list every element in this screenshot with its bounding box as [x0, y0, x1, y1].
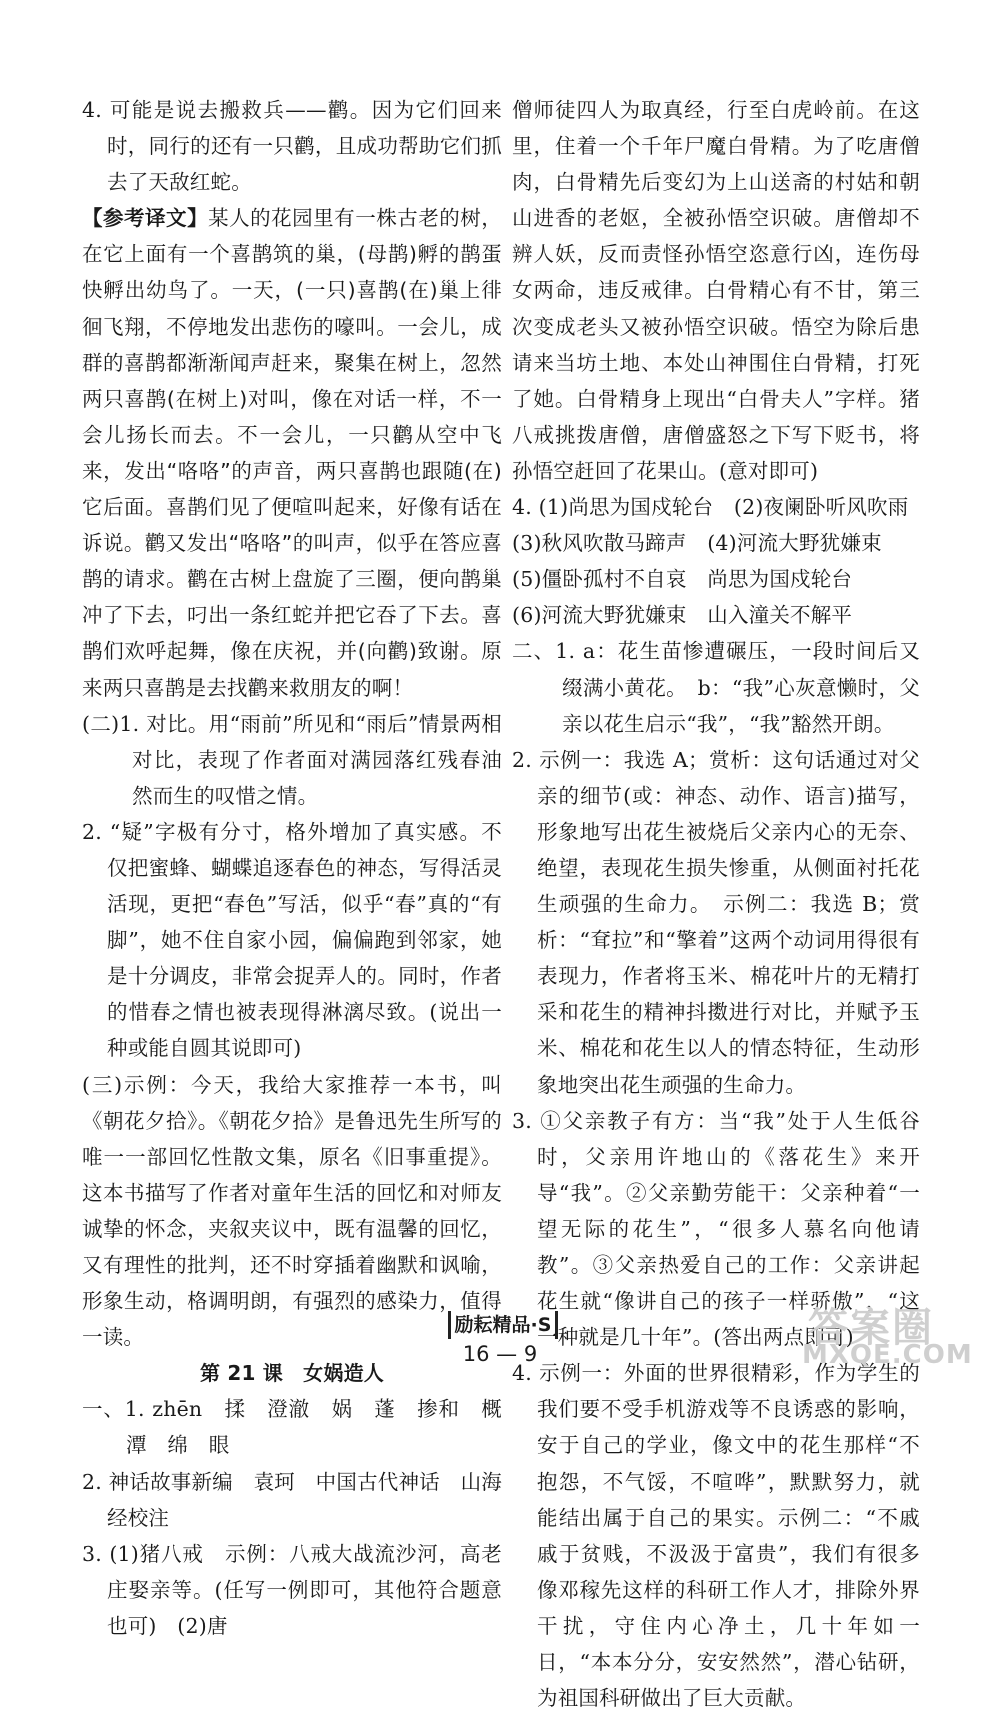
left-paragraph: [82, 706, 502, 814]
paragraph-text: 某人的花园里有一株古老的树，在它上面有一个喜鹊筑的巢，(母鹊)孵的鹊蛋快孵出幼鸟了。一天，(一只)喜鹊(在)巢上徘徊飞翔，不停地发出悲伤的嚎叫。一会儿，成群的喜鹊都渐渐闻声赶来，聚集在树上，忽然两只喜鹊(在树上)对叫，像在对话一样，不一会儿扬长而去。不一会儿，一只鹳从空中飞来，发出“咯咯”的声音，两只喜鹊也跟随(在)它后面。喜鹊们见了便喧叫起来，好像有话在诉说。鹳又发出“咯咯”的叫声，似乎在答应喜鹊的请求。鹳在古树上盘旋了三圈，便向鹊巢冲了下去，叼出一条红蛇并把它吞了下去。喜鹊们欢呼起舞，像在庆祝，并(向鹳)致谢。原来两只喜鹊是去找鹳来救朋友的啊！: [82, 206, 502, 700]
left-paragraph: [82, 1464, 502, 1536]
reference-translation-tag: 【参考译文】: [82, 206, 209, 231]
paragraph-text: (二)1. 对比。用“雨前”所见和“雨后”情景两相对比，表现了作者面对满园落红残春油然而生的叹惜之情。: [82, 711, 502, 808]
paragraph-text: 3. (1)猪八戒 示例：八戒大战流沙河，高老庄娶亲等。(任写一例即可，其他符合题意也可) (2)唐: [82, 1541, 502, 1638]
paragraph-text: (5)僵卧孤村不自哀 尚思为国戍轮台: [512, 567, 853, 592]
page-number: 16 — 9: [462, 1342, 538, 1366]
paragraph-text: (3)秋风吹散马蹄声 (4)河流大野犹嫌束: [512, 531, 882, 556]
left-paragraph: [82, 1536, 502, 1644]
watermark-en: MXQE.COM: [802, 1340, 973, 1370]
paragraph-text: 4. 示例一：外面的世界很精彩，作为学生的我们要不受手机游戏等不良诱惑的影响，安于自己的学业，像文中的花生那样“不抱怨，不气馁，不喧哗”，默默努力，就能结出属于自己的果实。示例二：“不戚戚于贫贱，不汲汲于富贵”，我们有很多像邓稼先这样的科研工作人才，排除外界干扰，守住内心净土，几十年如一日，“本本分分，安安然然”，潜心钻研，为祖国科研做出了巨大贡献。: [512, 1361, 920, 1711]
left-paragraph: [82, 1391, 523, 1463]
right-paragraph: [512, 561, 920, 597]
right-column: [512, 92, 920, 1716]
paragraph-text: 二、1. a：花生苗惨遭碾压，一段时间后又缀满小黄花。 b：“我”心灰意懒时，父亲以花生启示“我”，“我”豁然开朗。: [512, 639, 920, 736]
paragraph-text: 一、1. zhēn 揉 澄澈 娲 蓬 掺和 概 潭 绵 眼: [82, 1397, 523, 1458]
left-paragraph: [82, 92, 502, 200]
paragraph-text: (6)河流大野犹嫌束 山入潼关不解平: [512, 603, 853, 628]
lesson-title: [82, 1355, 502, 1391]
left-paragraph: [82, 200, 502, 705]
watermark-logo: [802, 1296, 992, 1372]
right-paragraph: [512, 92, 920, 489]
right-paragraph: [512, 1355, 920, 1716]
paragraph-text: 3. ①父亲教子有方：当“我”处于人生低谷时，父亲用许地山的《落花生》来开导“我”。②父亲勤劳能干：父亲种着“一望无际的花生”，“很多人慕名向他请教”。③父亲热爱自己的工作：父亲讲起花生就“像讲自己的孩子一样骄傲”，“这一种就是几十年”。(答出两点即可): [512, 1108, 920, 1350]
paragraph-text: 2. “疑”字极有分寸，格外增加了真实感。不仅把蜜蜂、蝴蝶追逐春色的神态，写得活灵活现，更把“春色”写活，似乎“春”真的“有脚”，她不住自家小园，偏偏跑到邻家，她是十分调皮，非常会捉弄人的。同时，作者的惜春之情也被表现得淋漓尽致。(说出一种或能自圆其说即可): [82, 819, 502, 1061]
paragraph-text: 第 21 课 女娲造人: [200, 1361, 384, 1386]
paragraph-text: 4. 可能是说去搬救兵——鹳。因为它们回来时，同行的还有一只鹳，且成功帮助它们抓去了天敌红蛇。: [82, 98, 502, 195]
watermark-cn: 答案圈: [808, 1305, 934, 1351]
paragraph-text: (三)示例：今天，我给大家推荐一本书，叫《朝花夕拾》。《朝花夕拾》是鲁迅先生所写的唯一一部回忆性散文集，原名《旧事重提》。这本书描写了作者对童年生活的回忆和对师友诚挚的怀念，夹叙夹议中，既有温馨的回忆，又有理性的批判，还不时穿插着幽默和讽喻，形象生动，格调明朗，有强烈的感染力，值得一读。: [82, 1072, 502, 1350]
paragraph-text: 2. 神话故事新编 袁珂 中国古代神话 山海经校注: [82, 1469, 502, 1530]
paragraph-text: 僧师徒四人为取真经，行至白虎岭前。在这里，住着一个千年尸魔白骨精。为了吃唐僧肉，白骨精先后变幻为上山送斋的村姑和朝山进香的老妪，全被孙悟空识破。唐僧却不辨人妖，反而责怪孙悟空恣意行凶，连伤母女两命，违反戒律。白骨精心有不甘，第三次变成老头又被孙悟空识破。悟空为除后患请来当坊土地、本处山神围住白骨精，打死了她。白骨精身上现出“白骨夫人”字样。猪八戒挑拨唐僧，唐僧盛怒之下写下贬书，将孙悟空赶回了花果山。(意对即可): [512, 98, 920, 483]
right-paragraph: [512, 525, 920, 561]
right-paragraph: [512, 742, 920, 1103]
paragraph-text: 2. 示例一：我选 A；赏析：这句话通过对父亲的细节(或：神态、动作、语言)描写，形象地写出花生被烧后父亲内心的无奈、绝望，表现花生损失惨重，从侧面衬托花生顽强的生命力。 示例二：我选 B；赏析：“耷拉”和“擎着”这两个动词用得很有表现力，作者将玉米、棉花叶片的无精打采和花生的精神抖擞进行对比，并赋予玉米、棉花和花生以人的情态特征，生动形象地突出花生顽强的生命力。: [512, 747, 920, 1097]
paragraph-text: 4. (1)尚思为国戍轮台 (2)夜阑卧听风吹雨: [512, 495, 909, 520]
right-paragraph: [512, 633, 920, 741]
right-paragraph: [512, 489, 920, 525]
left-paragraph: [82, 814, 502, 1067]
footer-brand: 励耘精品·S: [448, 1311, 558, 1339]
right-paragraph: [512, 597, 920, 633]
left-paragraph: [82, 1067, 502, 1356]
